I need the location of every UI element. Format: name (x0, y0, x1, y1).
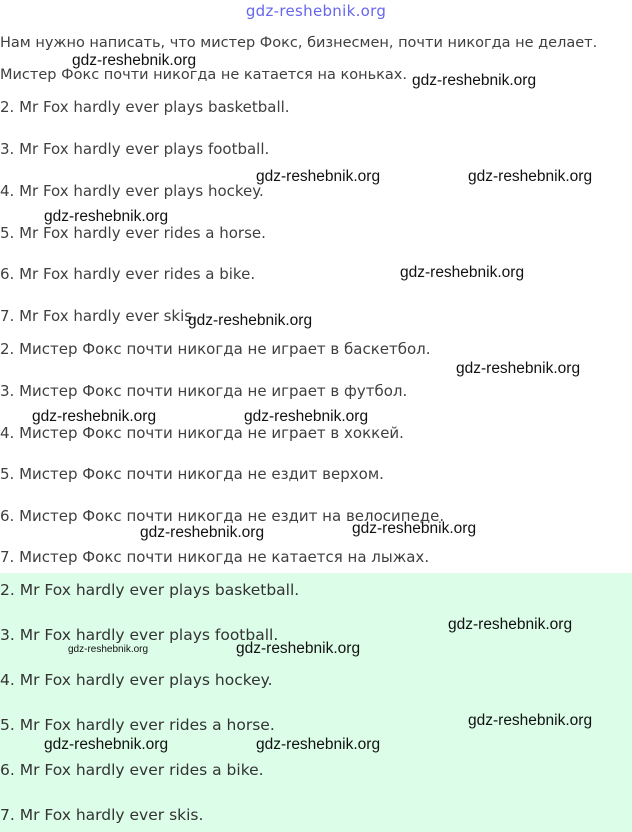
english-answer: 5. Mr Fox hardly ever rides a horse. (0, 224, 266, 242)
watermark: gdz-reshebnik.org (140, 524, 265, 541)
english-answer: 7. Mr Fox hardly ever skis. (0, 307, 197, 325)
intro-line: Мистер Фокс почти никогда не катается на коньках. (0, 67, 407, 83)
watermark: gdz-reshebnik.org (400, 264, 525, 281)
answer-line: 3. Mr Fox hardly ever plays football. (0, 626, 279, 644)
watermark: gdz-reshebnik.org (448, 616, 573, 633)
intro-line: Нам нужно написать, что мистер Фокс, бизнесмен, почти никогда не делает. (0, 35, 598, 51)
watermark: gdz-reshebnik.org (256, 168, 381, 185)
russian-translation: 3. Мистер Фокс почти никогда не играет в футбол. (0, 382, 408, 400)
answer-line: 2. Mr Fox hardly ever plays basketball. (0, 581, 300, 599)
watermark: gdz-reshebnik.org (236, 640, 361, 657)
english-answer: 6. Mr Fox hardly ever rides a bike. (0, 265, 256, 283)
russian-translation: 6. Мистер Фокс почти никогда не ездит на велосипеде. (0, 507, 445, 525)
watermark: gdz-reshebnik.org (456, 360, 581, 377)
russian-translation: 2. Мистер Фокс почти никогда не играет в баскетбол. (0, 340, 431, 358)
russian-translation: 4. Мистер Фокс почти никогда не играет в хоккей. (0, 424, 404, 442)
watermark: gdz-reshebnik.org (412, 72, 537, 89)
english-answer: 3. Mr Fox hardly ever plays football. (0, 140, 270, 158)
watermark: gdz-reshebnik.org (32, 408, 157, 425)
watermark: gdz-reshebnik.org (244, 408, 369, 425)
watermark: gdz-reshebnik.org (72, 52, 197, 69)
watermark: gdz-reshebnik.org (352, 520, 477, 537)
watermark: gdz-reshebnik.org (188, 312, 313, 329)
site-header-logo[interactable]: gdz-reshebnik.org (245, 2, 387, 20)
answer-line: 5. Mr Fox hardly ever rides a horse. (0, 716, 275, 734)
answer-box (0, 573, 632, 832)
russian-translation: 7. Мистер Фокс почти никогда не катается на лыжах. (0, 548, 430, 566)
answer-line: 7. Mr Fox hardly ever skis. (0, 806, 204, 824)
watermark: gdz-reshebnik.org (468, 712, 593, 729)
watermark: gdz-reshebnik.org (468, 168, 593, 185)
watermark: gdz-reshebnik.org (256, 736, 381, 753)
russian-translation: 5. Мистер Фокс почти никогда не ездит верхом. (0, 465, 384, 483)
watermark: gdz-reshebnik.org (44, 208, 169, 225)
watermark: gdz-reshebnik.org (68, 644, 149, 655)
english-answer: 4. Mr Fox hardly ever plays hockey. (0, 182, 264, 200)
answer-line: 4. Mr Fox hardly ever plays hockey. (0, 671, 273, 689)
english-answer: 2. Mr Fox hardly ever plays basketball. (0, 98, 290, 116)
watermark: gdz-reshebnik.org (44, 736, 169, 753)
answer-line: 6. Mr Fox hardly ever rides a bike. (0, 761, 264, 779)
